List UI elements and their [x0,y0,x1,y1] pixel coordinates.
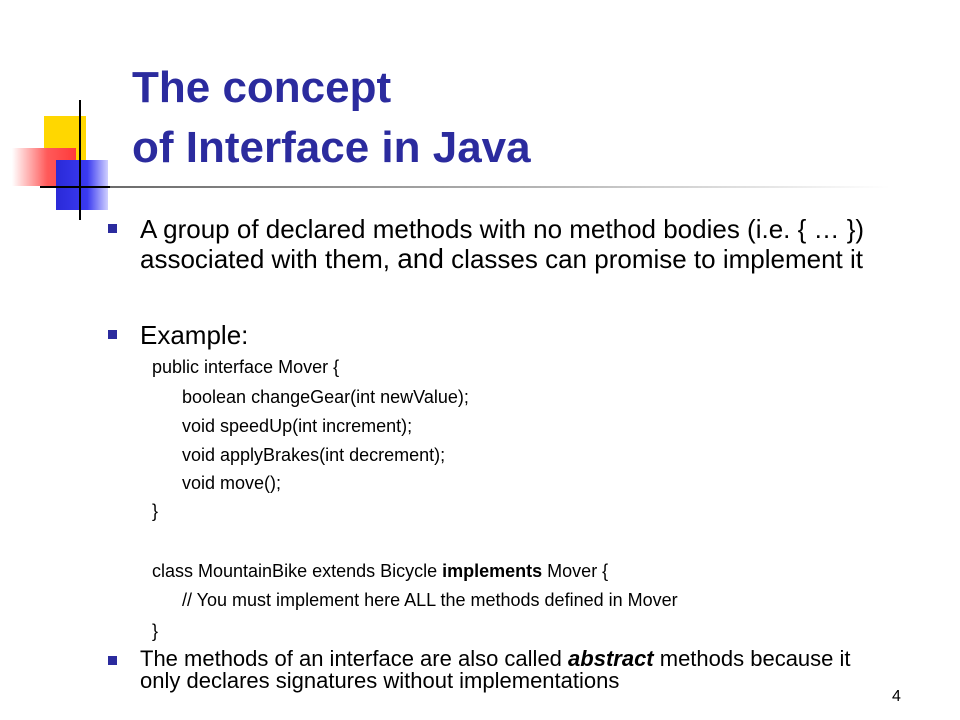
code-line-4: void applyBrakes(int decrement); [182,445,446,465]
page-number: 4 [892,688,901,705]
bullet-marker-icon [108,656,117,665]
decor-vertical-line [79,100,81,220]
code-line-2: boolean changeGear(int newValue); [182,387,469,407]
code-line-8: // You must implement here ALL the methods defined in Mover [182,590,678,610]
code-line-7-a: class MountainBike extends Bicycle [152,561,443,581]
code-keyword-implements: implements [442,561,543,581]
bullet-marker-icon [108,330,117,339]
title-underline-rule [110,186,890,188]
code-line-1: public interface Mover { [152,357,340,377]
decor-blue-square [56,160,108,210]
bullet-definition [140,214,900,274]
bullet-example-text: Example: [140,320,249,350]
code-line-7-b: Mover { [542,561,609,581]
bullet-abstract-methods [140,648,880,692]
bullet-definition-text-a: A group of declared methods with no method bodies (i.e. { … }) associated with them, [140,214,865,274]
bullet-abstract-text-b: methods because it only declares signatures without implementations [140,646,851,693]
slide-title-line-1: The concept [132,63,392,112]
bullet-marker-icon [108,224,117,233]
code-line-3: void speedUp(int increment); [182,416,413,436]
bullet-abstract-emph: abstract [568,646,654,671]
bullet-example [140,320,900,350]
slide-title-line-2: of Interface in Java [132,123,531,172]
code-line-6: } [152,501,159,521]
bullet-definition-text-b: classes can promise to implement it [443,244,863,274]
decor-horizontal-line [40,186,120,188]
bullet-definition-and: and [397,243,444,274]
code-line-9: } [152,621,159,641]
code-line-5: void move(); [182,473,282,493]
slide-title [132,58,531,178]
code-line-7 [152,560,608,582]
bullet-abstract-text-a: The methods of an interface are also called [140,646,569,671]
